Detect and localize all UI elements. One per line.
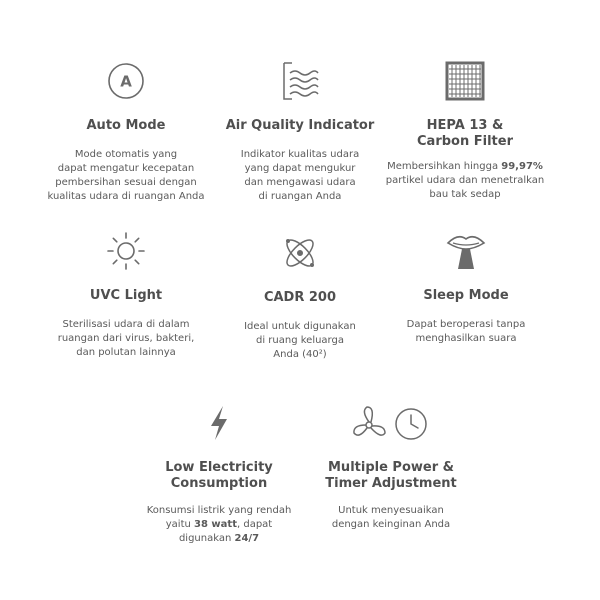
feature-cadr-200 <box>220 230 380 362</box>
feature-title: Multiple Power & Timer Adjustment <box>325 460 457 491</box>
fan-timer-icon <box>351 400 431 446</box>
feature-low-electricity <box>134 400 304 546</box>
feature-title: Air Quality Indicator <box>225 118 375 133</box>
feature-description: Untuk menyesuaikan dengan keinginan Anda <box>331 505 451 530</box>
air-waves-icon <box>280 58 320 104</box>
feature-title: HEPA 13 & Carbon Filter <box>417 118 513 149</box>
hepa-filter-icon <box>445 58 485 104</box>
lightning-icon <box>204 400 234 446</box>
feature-description: Sterilisasi udara di dalam ruangan dari virus, bakteri, dan polutan lainnya <box>57 319 195 358</box>
feature-air-quality-indicator <box>220 58 380 204</box>
auto-a-icon <box>106 58 146 104</box>
feature-description: Dapat beroperasi tanpa menghasilkan suara <box>406 319 526 344</box>
feature-title: Low Electricity Consumption <box>165 460 273 491</box>
feature-description: Mode otomatis yang dapat mengatur kecepatan pembersihan sesuai dengan kualitas udara di ruangan Anda <box>47 149 205 202</box>
feature-description: Membersihkan hingga 99,97% partikel udara dan menetralkan bau tak sedap <box>385 161 545 200</box>
feature-description: Indikator kualitas udara yang dapat mengukur dan mengawasi udara di ruangan Anda <box>240 149 360 202</box>
feature-description: Ideal untuk digunakan di ruang keluarga Anda (40²) <box>244 321 356 360</box>
svg-text:A: A <box>120 72 132 91</box>
feature-title: UVC Light <box>89 288 163 303</box>
feature-title: CADR 200 <box>263 290 337 305</box>
uvc-sun-icon <box>104 228 148 274</box>
cadr-atom-icon <box>278 230 322 276</box>
feature-hepa-filter <box>380 58 550 202</box>
feature-auto-mode <box>46 58 206 204</box>
sleep-lips-icon <box>444 228 488 274</box>
feature-power-timer <box>306 400 476 532</box>
feature-title: Sleep Mode <box>423 288 509 303</box>
feature-title: Auto Mode <box>86 118 166 133</box>
feature-uvc-light <box>46 228 206 360</box>
feature-description: Konsumsi listrik yang rendah yaitu 38 watt, dapat digunakan 24/7 <box>146 505 292 544</box>
feature-sleep-mode <box>386 228 546 346</box>
